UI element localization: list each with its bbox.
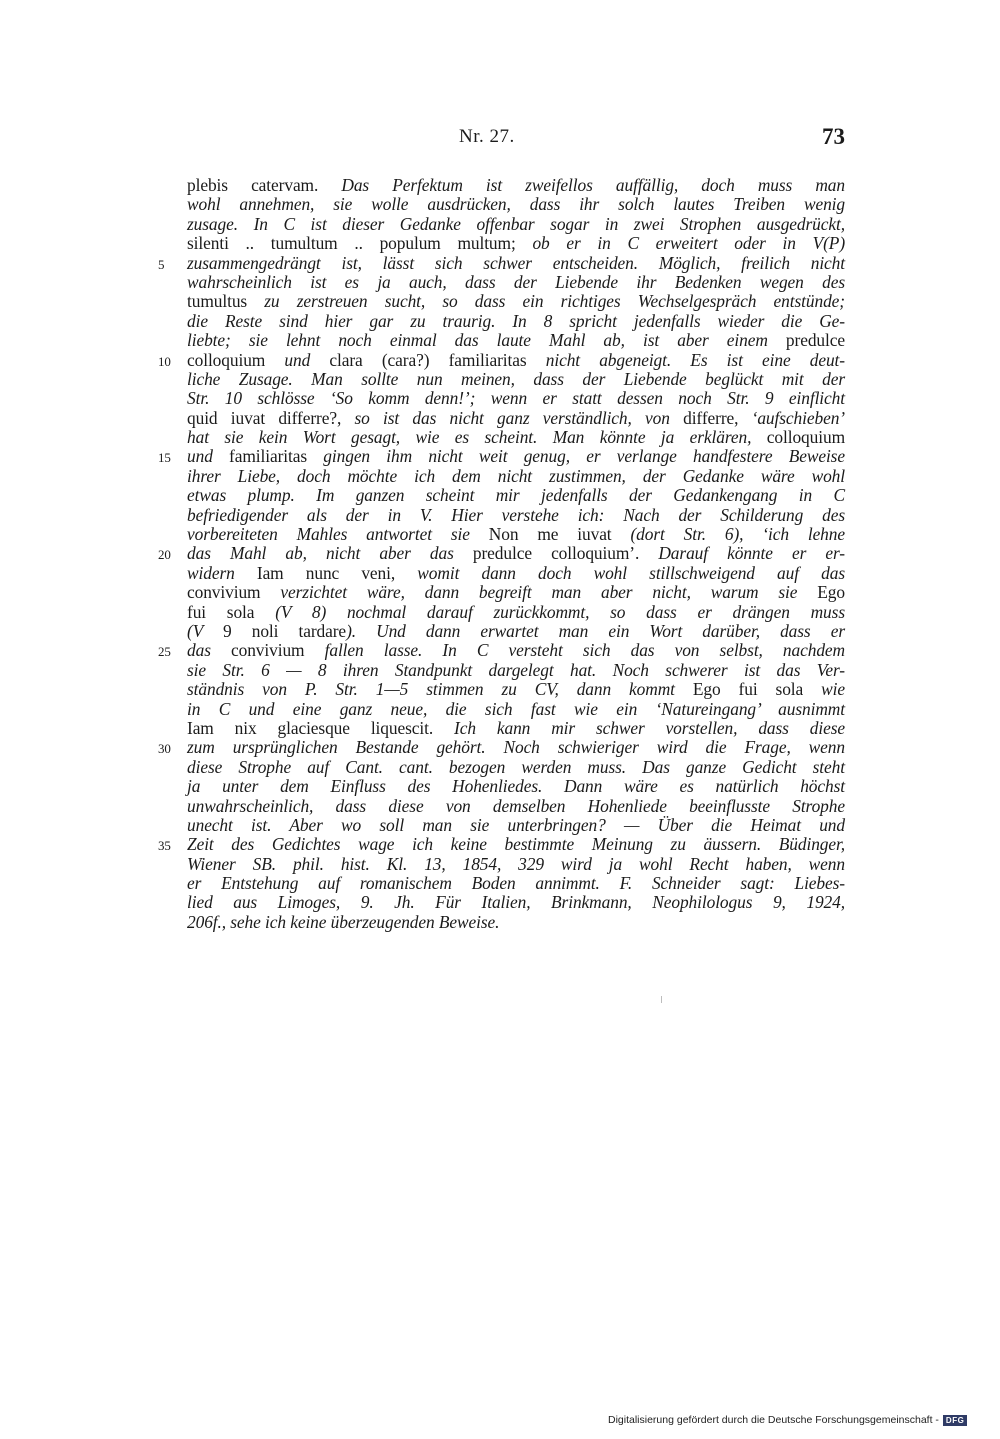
italic-text: (V [187, 620, 224, 641]
italic-text: hat sie kein Wort gesagt, wie es scheint. Man könnte ja erklären, [187, 427, 767, 448]
italic-text: ). Und dann erwartet man ein Wort darüber, dass er [346, 620, 845, 641]
text-line [187, 370, 845, 389]
italic-text: befriedigender als der in V. Hier verstehe ich: Nach der Schilderung des [187, 504, 845, 525]
italic-text: wie [821, 679, 845, 700]
text-line [187, 700, 845, 719]
text-line [187, 913, 845, 932]
roman-text: fui sola [187, 601, 276, 622]
text-line [158, 252, 845, 273]
italic-text: Zeit des Gedichtes wage ich keine bestimmte Meinung zu äussern. Büdinger, [187, 834, 845, 855]
text-line [187, 331, 845, 350]
line-number: 25 [158, 644, 171, 660]
italic-text: Str. 10 schlösse ‘So komm denn!’; wenn er statt dessen noch Str. 9 einflicht [187, 388, 845, 409]
italic-text: Wiener SB. phil. hist. Kl. 13, 1854, 329 wird ja wohl Recht haben, wenn [187, 853, 845, 874]
roman-text: tumultus [187, 291, 265, 312]
italic-text: diese Strophe auf Cant. cant. bezogen werden muss. Das ganze Gedicht steht [187, 756, 845, 777]
text-line [187, 564, 845, 583]
text-line [187, 758, 845, 777]
text-line [158, 349, 845, 370]
text-line [158, 446, 845, 467]
italic-text: das Mahl ab, nicht aber das [187, 543, 473, 564]
italic-text: unwahrscheinlich, dass diese von demselben Hohenliede beeinflusste Strophe [187, 795, 845, 816]
italic-text: wohl annehmen, sie wolle ausdrücken, dass ihr solch lautes Treiben wenig [187, 194, 845, 215]
italic-text: Das Perfektum ist zweifellos auffällig, doch muss man [341, 175, 846, 195]
italic-text: (V 8) nochmal darauf zurückkommt, so dass er drängen muss [275, 601, 845, 622]
roman-text: convivium [231, 640, 325, 661]
text-line [187, 661, 845, 680]
text-line [187, 273, 845, 292]
text-line [187, 234, 845, 253]
roman-text: Non me iuvat [488, 524, 631, 545]
line-number: 30 [158, 741, 171, 757]
roman-text: plebis catervam. [187, 175, 342, 195]
page-number: 73 [822, 124, 845, 149]
text-line [187, 506, 845, 525]
line-number: 20 [158, 547, 171, 563]
roman-text: silenti .. tumultum .. populum multum; [187, 233, 533, 254]
text-line [187, 680, 845, 699]
text-line [187, 486, 845, 505]
text-line [187, 893, 845, 912]
roman-text: Iam nix glaciesque liquescit. [187, 717, 455, 738]
italic-text: unecht ist. Aber wo soll man sie unterbringen? — Über die Heimat und [187, 814, 845, 835]
footer-text: Digitalisierung gefördert durch die Deutsche Forschungsgemeinschaft - [608, 1414, 939, 1426]
text-line [187, 176, 845, 195]
italic-text: Ich kann mir schwer vorstellen, dass diese [454, 717, 845, 738]
line-number: 5 [158, 256, 165, 272]
footer-credit [608, 1414, 967, 1426]
text-line [158, 543, 845, 564]
text-line [187, 719, 845, 738]
italic-text: zusage. In C ist dieser Gedanke offenbar sogar in zwei Strophen ausgedrückt, [187, 213, 845, 234]
roman-text: Ego fui sola [692, 679, 822, 700]
text-line [187, 195, 845, 214]
italic-text: fallen lasse. In C versteht sich das von selbst, nachdem [324, 640, 846, 661]
roman-text: predulce [785, 330, 845, 351]
italic-text: liche Zusage. Man sollte nun meinen, dass der Liebende beglückt mit der [187, 368, 845, 389]
roman-text: 9 noli tardare [223, 620, 347, 641]
roman-text: clara (cara?) familiaritas [329, 349, 546, 370]
margin-mark [661, 996, 662, 1003]
italic-text: wahrscheinlich ist es ja auch, dass der Liebende ihr Bedenken wegen des [187, 271, 845, 292]
text-line [158, 640, 846, 661]
italic-text: ob er in C erweitert oder in V(P) [532, 233, 846, 254]
text-line [187, 816, 845, 835]
italic-text: das [187, 640, 231, 661]
text-line [187, 874, 845, 893]
text-line [187, 215, 845, 234]
italic-text: vorbereiteten Mahles antwortet sie [187, 524, 489, 545]
text-line [187, 312, 845, 331]
roman-text: quid iuvat differre?, [187, 407, 355, 428]
line-number: 15 [158, 450, 171, 466]
italic-text: nicht abgeneigt. Es ist eine deut- [545, 349, 845, 370]
italic-text: 206f., sehe ich keine überzeugenden Beweise. [187, 911, 500, 932]
italic-text: ihrer Liebe, doch möchte ich dem nicht zustimmen, der Gedanke wäre wohl [187, 465, 845, 486]
roman-text: colloquium [766, 427, 845, 448]
italic-text: ‘aufschieben’ [751, 407, 845, 428]
italic-text: ja unter dem Einfluss des Hohenliedes. Dann wäre es natürlich höchst [187, 776, 845, 797]
text-line [187, 777, 845, 796]
text-line [187, 525, 845, 544]
text-line [187, 428, 845, 447]
text-line [187, 603, 845, 622]
text-line [187, 583, 845, 602]
roman-text: predulce colloquium’. [472, 543, 659, 564]
italic-text: zusammengedrängt ist, lässt sich schwer entscheiden. Möglich, freilich nicht [187, 252, 845, 273]
italic-text: in C und eine ganz neue, die sich fast wie ein ‘Natureingang’ ausnimmt [187, 698, 845, 719]
line-number: 10 [158, 353, 171, 369]
italic-text: zum ursprünglichen Bestande gehört. Noch schwieriger wird die Frage, wenn [187, 737, 845, 758]
dfg-logo-icon: DFG [943, 1415, 967, 1426]
italic-text: lied aus Limoges, 9. Jh. Für Italien, Brinkmann, Neophilologus 9, 1924, [187, 892, 845, 913]
italic-text: die Reste sind hier gar zu traurig. In 8 spricht jedenfalls wieder die Ge- [187, 310, 845, 331]
italic-text: womit dann doch wohl stillschweigend auf das [417, 562, 845, 583]
italic-text: etwas plump. Im ganzen scheint mir jedenfalls der Gedankengang in C [187, 485, 845, 506]
text-line [187, 797, 845, 816]
italic-text: er Entstehung auf romanischem Boden annimmt. F. Schneider sagt: Liebes- [187, 873, 845, 894]
italic-text: verzichtet wäre, dann begreift man aber nicht, warum sie [280, 582, 818, 603]
line-number: 35 [158, 838, 171, 854]
italic-text: Darauf könnte er er- [658, 543, 845, 564]
text-line [187, 622, 845, 641]
italic-text: sie Str. 6 — 8 ihren Standpunkt dargelegt hat. Noch schwerer ist das Ver- [187, 659, 845, 680]
italic-text: widern [187, 562, 257, 583]
italic-text: so ist das nicht ganz verständlich, von [354, 407, 684, 428]
italic-text: liebte; sie lehnt noch einmal das laute Mahl ab, ist aber einem [187, 330, 786, 351]
text-line [187, 409, 845, 428]
roman-text: familiaritas [229, 446, 324, 467]
roman-text: Ego [817, 582, 845, 603]
italic-text: und [284, 349, 330, 370]
italic-text: und [187, 446, 230, 467]
italic-text: (dort Str. 6), ‘ich lehne [630, 524, 845, 545]
text-line [158, 737, 845, 758]
text-line [187, 855, 845, 874]
roman-text: differre, [683, 407, 752, 428]
roman-text: colloquium [187, 349, 285, 370]
italic-text: gingen ihm nicht weit genug, er verlange handfestere Beweise [323, 446, 845, 467]
main-text [158, 175, 846, 932]
running-head: Nr. 27. [459, 126, 515, 147]
text-line [187, 467, 845, 486]
italic-text: zu zerstreuen sucht, so dass ein richtiges Wechselgespräch entstünde; [264, 291, 845, 312]
roman-text: convivium [187, 582, 281, 603]
text-line [187, 292, 845, 311]
text-line [158, 834, 845, 855]
roman-text: Iam nunc veni, [256, 562, 418, 583]
italic-text: ständnis von P. Str. 1—5 stimmen zu CV, dann kommt [187, 679, 693, 700]
text-line [187, 389, 845, 408]
